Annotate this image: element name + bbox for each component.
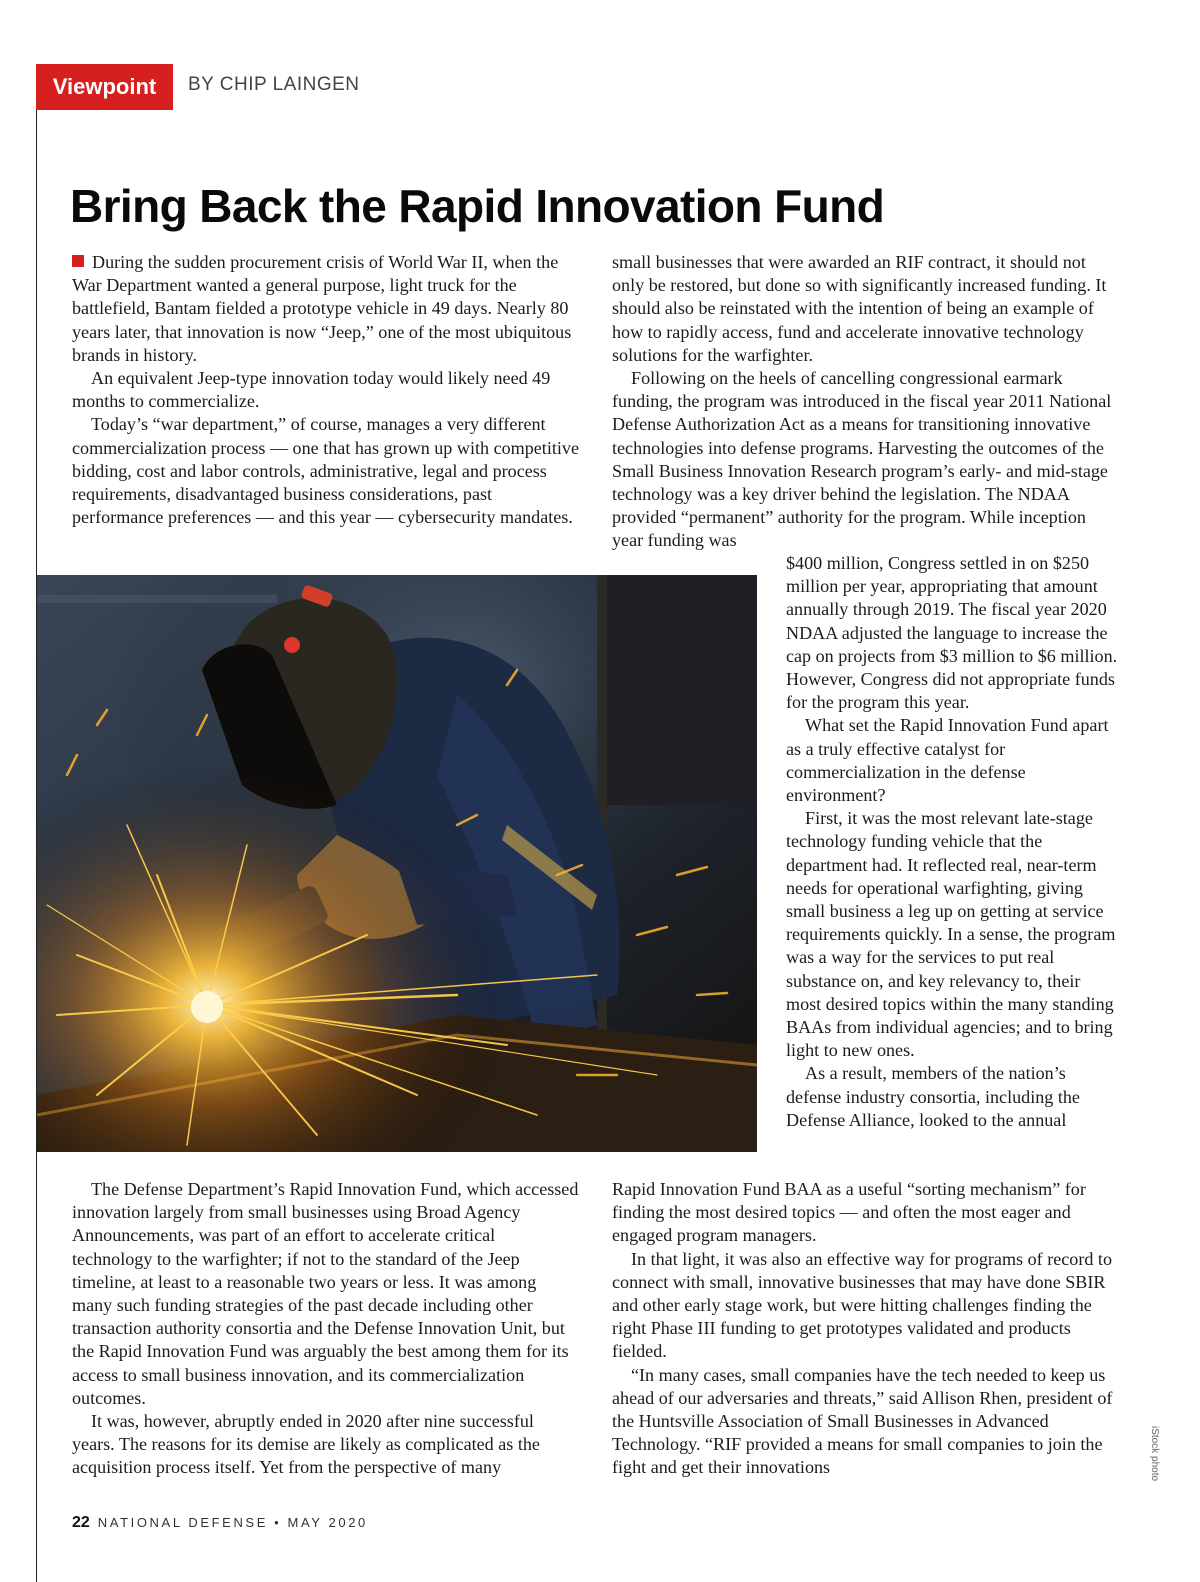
publication-info: NATIONAL DEFENSE • MAY 2020: [97, 1515, 368, 1530]
right-column-narrow: [786, 552, 1120, 1132]
photo-illustration: [37, 575, 757, 1152]
right-column-bottom: [612, 1178, 1120, 1480]
paragraph: The Defense Department’s Rapid Innovation Fund, which accessed innovation largely from small businesses using Broad Agency Announcements, was part of an effort to accelerate critical technology to the warfighter; if not to the standard of the Jeep timeline, at least to a reasonable two years or less. It was among many such funding strategies of the past decade including other transaction authority consortia and the Defense Innovation Unit, but the Rapid Innovation Fund was arguably the best among them for its access to small business innovation, and its commercialization outcomes.: [72, 1179, 579, 1408]
paragraph: In that light, it was also an effective way for programs of record to connect with small, innovative businesses that may have done SBIR and other early stage work, but were hitting challenges finding the right Phase III funding to get prototypes validated and products fielded.: [612, 1248, 1113, 1362]
paragraph: As a result, members of the nation’s defense industry consortia, including the Defense Alliance, looked to the annual: [786, 1063, 1080, 1130]
welder-grinding-sparks-photo: [37, 575, 757, 1152]
left-column-top: [72, 251, 580, 529]
paragraph: Following on the heels of cancelling congressional earmark funding, the program was introduced in the fiscal year 2011 National Defense Authorization Act as a means for transitioning innovative technologies into defense programs. Harvesting the outcomes of the Small Business Innovation Research program’s early- and mid-stage technology was a key driver behind the legislation. The NDAA provided “permanent” authority for the program. While inception year funding was: [612, 368, 1112, 551]
paragraph: [72, 251, 580, 367]
paragraph: First, it was the most relevant late-stage technology funding vehicle that the department had. It reflected real, near-term needs for operational warfighting, giving small business a leg up on getting at service requirements quickly. In a sense, the program was a way for the services to put real substance on, and key relevancy to, their most desired topics within the many standing BAAs from individual agencies; and to bring light to new ones.: [786, 808, 1116, 1061]
paragraph-text: During the sudden procurement crisis of World War II, when the War Department wanted a general purpose, light truck for the battlefield, Bantam fielded a prototype vehicle in 49 days. Nearly 80 years later, that innovation is now “Jeep,” one of the most ubiquitous brands in history.: [72, 252, 572, 365]
page-footer: [72, 1514, 368, 1532]
paragraph: Rapid Innovation Fund BAA as a useful “sorting mechanism” for finding the most desired topics — and often the most eager and engaged program managers.: [612, 1179, 1086, 1246]
byline: BY CHIP LAINGEN: [188, 74, 360, 95]
page-number: 22: [72, 1514, 90, 1531]
paragraph: “In many cases, small companies have the tech needed to keep us ahead of our adversaries and threats,” said Allison Rhen, president of the Huntsville Association of Small Businesses in Advanced Technology. “RIF provided a means for small companies to join the fight and get their innovations: [612, 1364, 1113, 1478]
paragraph: $400 million, Congress settled in on $250 million per year, appropriating that amount annually through 2019. The fiscal year 2020 NDAA adjusted the language to increase the cap on projects from $3 million to $6 million. However, Congress did not appropriate funds for the program this year.: [786, 553, 1118, 713]
paragraph: An equivalent Jeep-type innovation today would likely need 49 months to commercialize.: [72, 368, 551, 412]
photo-credit: iStock photo: [1149, 1426, 1160, 1482]
left-column-bottom: [72, 1178, 580, 1480]
red-square-bullet-icon: [72, 255, 84, 267]
paragraph: Today’s “war department,” of course, manages a very different commercialization process — one that has grown up with competitive bidding, cost and labor controls, administrative, legal and process requirements, disadvantaged business considerations, past performance preferences — and this year — cybersecurity mandates.: [72, 414, 579, 528]
article-title: Bring Back the Rapid Innovation Fund: [70, 180, 885, 232]
paragraph: It was, however, abruptly ended in 2020 after nine successful years. The reasons for its demise are likely as complicated as the acquisition process itself. Yet from the perspective of many: [72, 1411, 540, 1478]
paragraph: small businesses that were awarded an RIF contract, it should not only be restored, but done so with significantly increased funding. It should also be reinstated with the intention of being an example of how to rapidly access, fund and accelerate innovative technology solutions for the warfighter.: [612, 252, 1107, 365]
section-tag: Viewpoint: [36, 64, 173, 110]
right-column-top: [612, 251, 1120, 553]
paragraph: What set the Rapid Innovation Fund apart as a truly effective catalyst for commercialization in the defense environment?: [786, 715, 1109, 806]
